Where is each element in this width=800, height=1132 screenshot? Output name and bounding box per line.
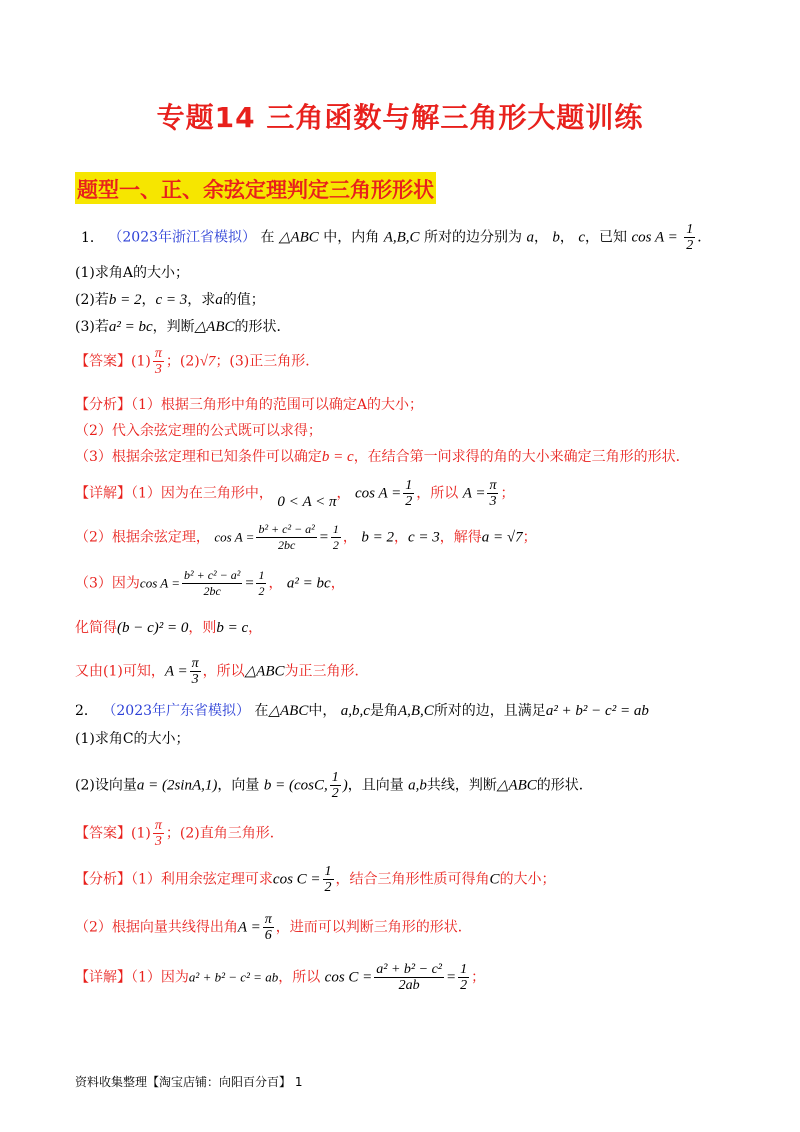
detail-4: 化简得(b − c)² = 0，则b = c， [75, 620, 263, 636]
analysis-2-1: 【分析】（1）利用余弦定理可求cos C = $\frac{1}{2}$ ，结合三角形性质可得角C的大小； [75, 864, 556, 895]
math-expr: A,B,C [383, 229, 420, 246]
analysis-2-2: （2）根据向量共线得出角A = $\frac{\pi}{6}$ ，进而可以判断三角形的形状． [75, 912, 472, 943]
stem-text: ，已知 [585, 229, 628, 246]
detail-5: 又由(1)可知，A = $\frac{\pi}{3}$ ，所以△ABC为正三角形． [75, 656, 369, 687]
problem-2-stem: 2． （2023年广东省模拟） 在△ABC中， a,b,c是角A,B,C所对的边，且满足a² + b² − c² = ab [75, 703, 649, 719]
detail-tag: 【详解】 [75, 969, 131, 986]
analysis-tag: 【分析】 [75, 397, 131, 413]
analysis-1: 【分析】（1）根据三角形中角的范围可以确定A的大小； [75, 397, 424, 413]
problem-number: 1． [81, 229, 104, 246]
analysis-3: （3）根据余弦定理和已知条件可以确定b = c，在结合第一问求得的角的大小来确定三角形的形状． [75, 449, 690, 465]
page-title: 专题14 三角函数与解三角形大题训练 [156, 101, 644, 134]
problem-1-stem [75, 222, 711, 253]
answer-1: 【答案】(1) $\frac{\pi}{3}$ ；(2)√7；(3)正三角形． [75, 346, 320, 377]
fraction: $\frac{1}{2}$ [686, 222, 694, 253]
stem-text: ， [559, 229, 574, 246]
stem-text: ， [533, 229, 548, 246]
question-2: (2)若b = 2，c = 3，求a的值； [75, 292, 265, 308]
stem-text: 在 [260, 229, 275, 246]
page-footer: 资料收集整理【淘宝店铺：向阳百分百】 1 [75, 1075, 303, 1089]
stem-text: 所对的边分别为 [424, 229, 522, 246]
problem-source: （2023年浙江省模拟） [108, 229, 257, 246]
math-expr: a [526, 229, 534, 246]
question-1: (1)求角C的大小； [75, 731, 190, 747]
math-expr: cos A = [631, 229, 678, 246]
stem-text: ． [697, 229, 712, 246]
analysis-tag: 【分析】 [75, 871, 131, 888]
question-3: (3)若a² = bc，判断△ABC的形状． [75, 319, 291, 335]
math-expr: b [552, 229, 560, 246]
detail-2: （2）根据余弦定理， cos A = $\frac{\text{b² + c² − a²}}{2bc}$ = $\frac{1}{2}$ ， b = 2，c = 3，解得a = √7； [75, 522, 537, 552]
answer-tag: 【答案】 [75, 353, 131, 370]
answer-tag: 【答案】 [75, 825, 131, 842]
section-heading: 题型一、正、余弦定理判定三角形形状 [75, 172, 436, 204]
detail-tag: 【详解】 [75, 485, 131, 502]
question-2: (2)设向量a = (2sinA,1)，向量 b = (cosC, $\frac{1}{2}$ )，且向量 a,b共线，判断△ABC的形状． [75, 770, 593, 801]
math-expr: c [578, 229, 586, 246]
stem-text: 中，内角 [323, 229, 380, 246]
question-1: (1)求角A的大小； [75, 265, 189, 281]
detail-2-1: 【详解】（1）因为a² + b² − c² = ab，所以 cos C = $\frac{\text{a² + b² − c²}}{2ab}$ = $\frac{1}{2}$ ； [75, 962, 486, 993]
problem-number: 2． [75, 703, 98, 719]
math-expr: △ABC [278, 229, 319, 246]
analysis-2: （2）代入余弦定理的公式既可以求得； [75, 423, 322, 439]
detail-3: （3）因为cos A = $\frac{\text{b² + c² − a²}}{2bc}$ = $\frac{1}{2}$ ， a² = bc， [75, 568, 345, 598]
detail-1: 【详解】（1）因为在三角形中， 0 < A < π， cos A = $\frac{1}{2}$ ，所以 A = $\frac{\pi}{3}$ ； [75, 478, 515, 510]
problem-source: （2023年广东省模拟） [102, 703, 251, 719]
answer-2: 【答案】(1) $\frac{\pi}{3}$ ；(2)直角三角形． [75, 818, 284, 849]
